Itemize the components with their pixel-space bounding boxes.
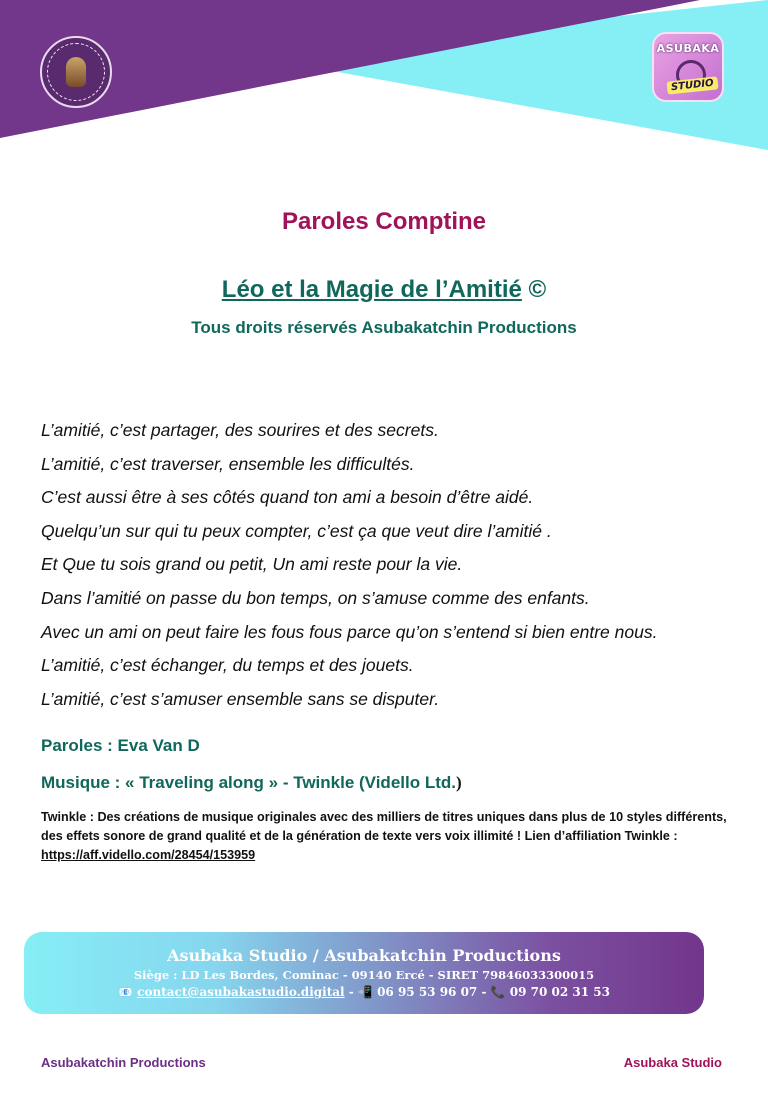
- lyric-line: L’amitié, c’est s’amuser ensemble sans se disputer.: [41, 688, 440, 709]
- footer-company-title: Asubaka Studio / Asubakatchin Productions: [167, 946, 561, 965]
- lyric-line: Et Que tu sois grand ou petit, Un ami reste pour la vie.: [41, 554, 463, 575]
- logo-figure: [66, 57, 86, 87]
- lyric-line: Quelqu’un sur qui tu peux compter, c’est ça que veut dire l’amitié .: [41, 520, 552, 541]
- logo-right-top-text: ASUBAKA: [656, 42, 720, 55]
- music-credit: [41, 773, 462, 793]
- email-link[interactable]: contact@asubakastudio.digital: [137, 985, 345, 999]
- footer-contact-box: [24, 932, 704, 1014]
- footer-left-label: Asubakatchin Productions: [41, 1055, 206, 1070]
- email-icon: 📧: [118, 985, 133, 999]
- song-title-text: Léo et la Magie de l’Amitié: [221, 276, 522, 303]
- lyric-line: L’amitié, c’est partager, des sourires et des secrets.: [41, 420, 439, 440]
- lyric-line: L’amitié, c’est traverser, ensemble les difficultés.: [41, 453, 415, 474]
- asubakatchin-productions-logo-icon: [40, 36, 112, 108]
- lyric-line: Avec un ami on peut faire les fous fous parce qu’on s’entend si bien entre nous.: [41, 621, 658, 642]
- lyrics-credit: Paroles : Eva Van D: [41, 736, 200, 755]
- phone-number: 09 70 02 31 53: [509, 985, 610, 999]
- lyric-line: L’amitié, c’est échanger, du temps et des jouets.: [41, 655, 414, 676]
- separator: -: [477, 985, 491, 999]
- lyric-line: Dans l’amitié on passe du bon temps, on s’amuse comme des enfants.: [41, 587, 590, 608]
- twinkle-note-text: Twinkle : Des créations de musique originales avec des milliers de titres uniques dans plus de 10 styles différents, des effets sonore de grand qualité et de la génération de texte vers voix illimité ! Lien d’affiliation Twinkle :: [41, 810, 727, 843]
- music-credit-text: Musique : « Traveling along » - Twinkle (Vidello Ltd.: [41, 773, 456, 792]
- logo-right-bottom-text: STUDIO: [667, 76, 719, 94]
- twinkle-note: [41, 808, 731, 865]
- logo-ring: [47, 43, 105, 101]
- song-title: [0, 276, 768, 304]
- footer-contact-line: [24, 985, 704, 999]
- copyright-symbol: ©: [528, 276, 547, 303]
- footer-address: Siège : LD Les Bordes, Cominac - 09140 Ercé - SIRET 79846033300015: [133, 968, 595, 982]
- asubaka-studio-logo-icon: [652, 32, 724, 102]
- lyric-line: C’est aussi être à ses côtés quand ton ami a besoin d’être aidé.: [41, 487, 534, 508]
- phone-icon: 📞: [490, 985, 506, 999]
- music-credit-paren: ): [455, 773, 462, 792]
- document-label: Paroles Comptine: [281, 208, 487, 235]
- separator: -: [344, 985, 358, 999]
- footer-right-label: Asubaka Studio: [623, 1055, 722, 1070]
- rights-notice: Tous droits réservés Asubakatchin Productions: [191, 318, 577, 337]
- lyrics: [41, 414, 741, 716]
- mobile-number: 06 95 53 96 07: [377, 985, 478, 999]
- affiliate-link[interactable]: https://aff.vidello.com/28454/153959: [41, 848, 256, 862]
- mobile-phone-icon: 📲: [357, 985, 373, 999]
